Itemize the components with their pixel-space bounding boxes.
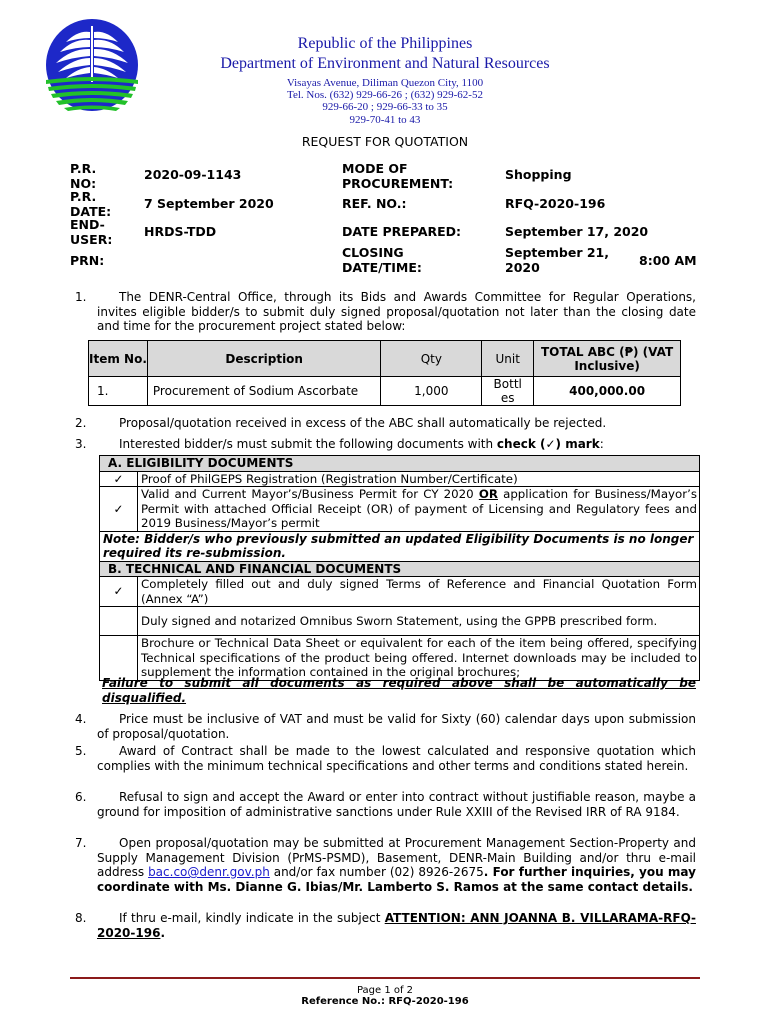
doc-a2-pre: Valid and Current Mayor’s/Business Permit for CY 2020 [141, 487, 474, 501]
para-4-number: 4. [75, 712, 87, 726]
para-3-number: 3. [75, 437, 87, 451]
pr-no-label: P.R. NO: [70, 161, 97, 191]
doc-a2-post: application for Business/Mayor’s Permit with attached Official Receipt (OR) of payment of Licensing and Regulatory fees and 2019 Business/Mayor’s permit [141, 487, 697, 530]
footer-page: Page 1 of 2 [356, 985, 414, 996]
footer-reference: Reference No.: RFQ-2020-196 [301, 996, 469, 1007]
checklist-row [100, 577, 700, 607]
items-table-header [89, 341, 681, 377]
footer-divider [70, 977, 700, 979]
header-republic: Republic of the Philippines [297, 35, 473, 52]
check-mark-icon: ✓ [100, 487, 138, 532]
col-unit: Unit [482, 341, 534, 377]
header-tel-2: 929-66-20 ; 929-66-33 to 35 [322, 101, 448, 113]
header-tel-1: Tel. Nos. (632) 929-66-26 ; (632) 929-62-52 [287, 89, 483, 101]
eligibility-note: Note: Bidder/s who previously submitted an updated Eligibility Documents is no longer required its re-submission. [100, 531, 700, 561]
checklist-row [100, 471, 700, 487]
empty-check-cell [100, 607, 138, 636]
para-2-number: 2. [75, 416, 87, 430]
para-4 [97, 712, 696, 741]
para-8-number: 8. [75, 911, 87, 925]
row-abc: 400,000.00 [534, 377, 681, 406]
para-7-number: 7. [75, 836, 87, 850]
section-a-header [100, 456, 700, 472]
check-mark-icon: ✓ [100, 471, 138, 487]
para-3 [97, 437, 696, 452]
failure-warning [102, 676, 696, 705]
items-table [88, 340, 681, 406]
para-6 [97, 790, 696, 819]
para-1 [97, 290, 696, 334]
ref-value: RFQ-2020-196 [505, 196, 606, 211]
checklist-row [100, 487, 700, 532]
end-user-value: HRDS-TDD [144, 224, 217, 239]
failure-warning-text: Failure to submit all documents as required above shall be automatically be disqualified. [102, 676, 696, 705]
col-description: Description [147, 341, 381, 377]
row-qty: 1,000 [381, 377, 482, 406]
empty-check-cell [100, 636, 138, 681]
pr-date-label: P.R. DATE: [70, 189, 112, 219]
para-4-text: Price must be inclusive of VAT and must be valid for Sixty (60) calendar days upon submission of proposal/quotation. [97, 712, 696, 741]
doc-b2: Duly signed and notarized Omnibus Sworn Statement, using the GPPB prescribed form. [138, 607, 700, 636]
denr-logo [44, 18, 140, 114]
closing-label: CLOSING DATE/TIME: [342, 245, 422, 275]
para-8 [97, 911, 696, 940]
date-prepared-value: September 17, 2020 [505, 224, 649, 239]
header-address: Visayas Avenue, Diliman Quezon City, 1100 [286, 77, 484, 89]
para-7-text: Open proposal/quotation may be submitted at Procurement Management Section-Property and Supply Management Division (PrMS-PSMD), Basement, DENR-Main Building and/or thru e-mail address [97, 836, 696, 879]
documents-table [99, 455, 700, 681]
mode-label: MODE OF PROCUREMENT: [342, 161, 454, 191]
doc-b3: Brochure or Technical Data Sheet or equivalent for each of the item being offered, specifying Technical specifications of the product being offered. Internet downloads may be included to supplement the information contained in the original brochures; [138, 636, 700, 681]
para-5-number: 5. [75, 744, 87, 758]
col-qty: Qty [381, 341, 482, 377]
header-tel-3: 929-70-41 to 43 [349, 114, 421, 126]
document-title: REQUEST FOR QUOTATION [301, 134, 469, 149]
para-6-number: 6. [75, 790, 87, 804]
para-1-number: 1. [75, 290, 87, 304]
para-5 [97, 744, 696, 773]
email-link[interactable]: bac.co@denr.gov.ph [148, 865, 270, 879]
para-2 [97, 416, 696, 431]
para-7-fax: and/or fax number (02) 8926-2675 [273, 865, 484, 879]
section-a-title: A. ELIGIBILITY DOCUMENTS [100, 456, 700, 472]
row-description: Procurement of Sodium Ascorbate [147, 377, 381, 406]
pr-date-value: 7 September 2020 [144, 196, 274, 211]
end-user-label: END-USER: [70, 217, 113, 247]
col-item-no: Item No. [89, 341, 148, 377]
para-7 [97, 836, 696, 894]
doc-a1: Proof of PhilGEPS Registration (Registration Number/Certificate) [138, 471, 700, 487]
para-1-text: The DENR-Central Office, through its Bids and Awards Committee for Regular Operations, invites eligible bidder/s to submit duly signed proposal/quotation not later than the closing date and time for the procurement project stated below: [97, 290, 696, 333]
para-8-post: . [160, 925, 165, 940]
date-prepared-label: DATE PREPARED: [342, 224, 462, 239]
note-row [100, 531, 700, 561]
ref-label: REF. NO.: [342, 196, 407, 211]
row-unit: Bottles [482, 377, 534, 406]
checklist-row [100, 636, 700, 681]
closing-date-value: September 21, 2020 [505, 245, 609, 275]
para-2-text: Proposal/quotation received in excess of the ABC shall automatically be rejected. [119, 416, 607, 430]
col-total-abc: TOTAL ABC (₱) (VAT Inclusive) [534, 341, 681, 377]
para-3-post: : [599, 437, 604, 451]
prn-label: PRN: [70, 253, 105, 268]
section-b-header [100, 561, 700, 577]
doc-b1: Completely filled out and duly signed Terms of Reference and Financial Quotation Form (Annex “A”) [138, 577, 700, 607]
para-3-bold: check (✓) mark [496, 437, 600, 451]
doc-a2 [138, 487, 700, 532]
para-3-text: Interested bidder/s must submit the following documents with [119, 437, 494, 451]
para-8-text: If thru e-mail, kindly indicate in the subject [119, 911, 381, 925]
check-mark-icon: ✓ [100, 577, 138, 607]
pr-no-value: 2020-09-1143 [144, 167, 242, 182]
para-5-text: Award of Contract shall be made to the lowest calculated and responsive quotation which complies with the minimum technical specifications and other terms and conditions stated herein. [97, 744, 696, 773]
mode-value: Shopping [505, 167, 572, 182]
checklist-row [100, 607, 700, 636]
section-b-title: B. TECHNICAL AND FINANCIAL DOCUMENTS [100, 561, 700, 577]
para-6-text: Refusal to sign and accept the Award or enter into contract without justifiable reason, maybe a ground for imposition of administrative sanctions under Rule XXIII of the Revised IRR of RA 9184. [97, 790, 696, 819]
para-8-attention: ATTENTION: ANN JOANNA B. VILLARAMA-RFQ-2020-196 [97, 911, 696, 940]
closing-time-value: 8:00 AM [639, 253, 697, 268]
table-row [89, 377, 681, 406]
para-7-post: . For further inquiries, you may coordinate with Ms. Dianne G. Ibias/Mr. Lamberto S. Ramos at the same contact details. [97, 865, 696, 894]
row-item-no: 1. [89, 377, 148, 406]
doc-a2-or: OR [478, 487, 498, 501]
header-department: Department of Environment and Natural Resources [220, 55, 550, 72]
